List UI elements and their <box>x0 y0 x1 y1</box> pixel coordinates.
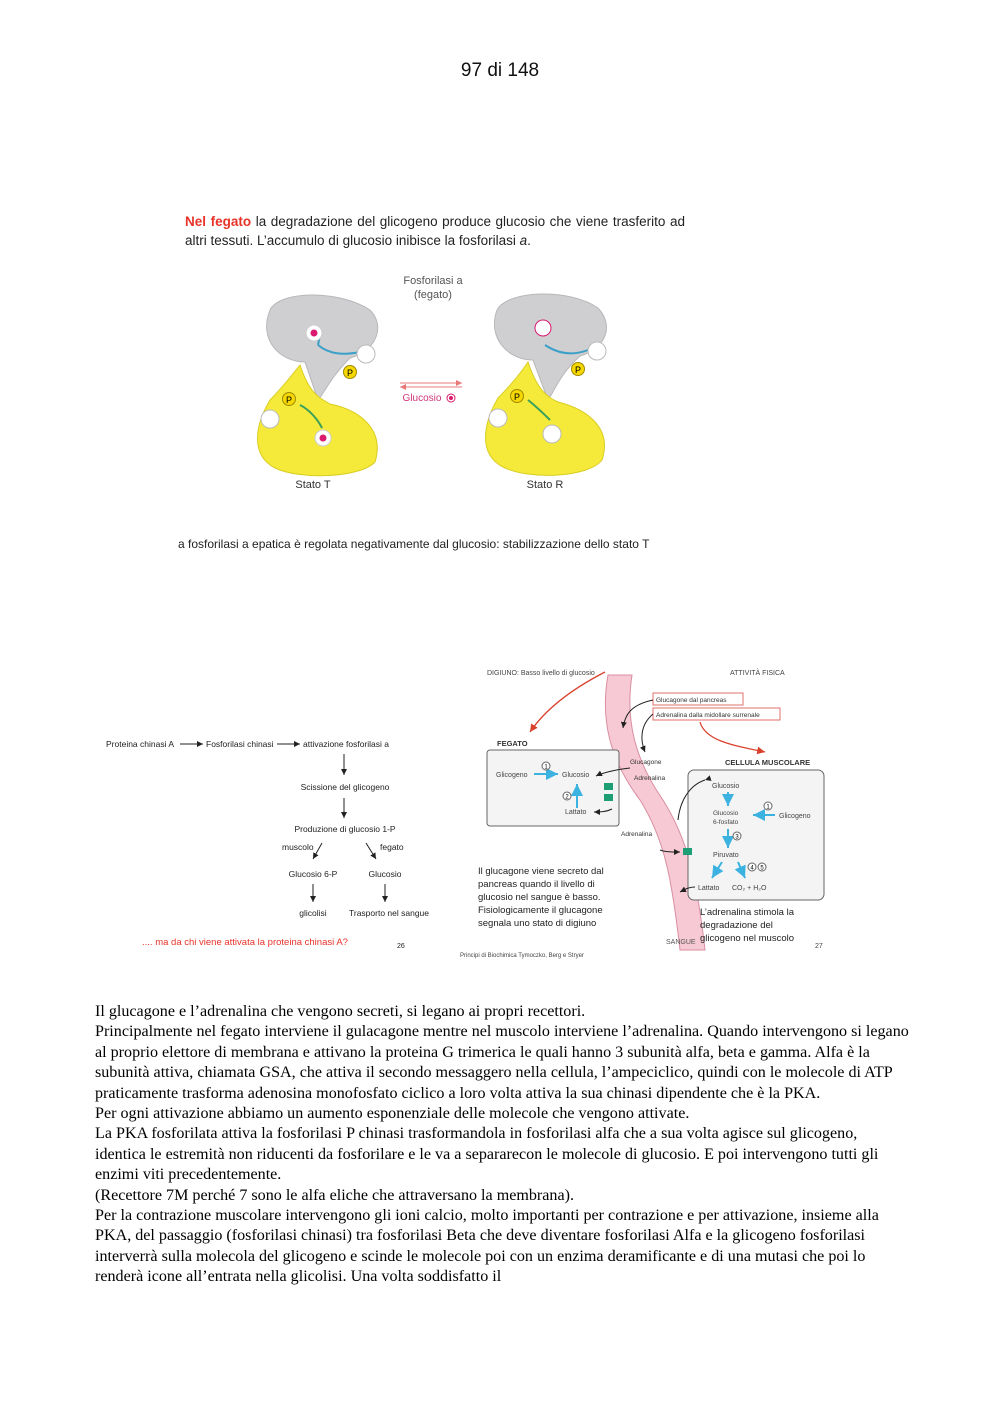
p-label-t1: P <box>346 368 354 378</box>
muscle-glucose: Glucosio <box>712 783 740 790</box>
state-r-enzyme <box>486 294 607 475</box>
liver-step-2: 2 <box>565 794 569 801</box>
body-paragraph: Per ogni attivazione abbiamo un aumento esponenziale delle molecole che vengono attivate. <box>95 1105 690 1123</box>
liver-label: FEGATO <box>497 739 528 748</box>
body-paragraph: Per la contrazione muscolare intervengono gli ioni calcio, molto importanti per contrazione e per attivazione, insieme alla PKA, del passaggio (fosforilasi chinasi) tra fosforilasi Beta che deve diventare fosforilasi Alfa e la glicogeno fosforilasi interverrà sulla molecola del glicogeno e scinde le molecole poi con un enzima deramificante e di una mutasi che poi lo renderà icone all’entrata nella glicolisi. Una volta soddisfatto il <box>95 1207 879 1286</box>
p-label-t2: P <box>285 395 293 405</box>
adrenaline-vessel: Adrenalina <box>634 775 666 782</box>
flow-slide-num: 26 <box>397 943 405 950</box>
flow-pka: Proteina chinasi A <box>106 739 175 749</box>
muscle-step-1: 1 <box>766 804 770 811</box>
muscle-step-3: 3 <box>735 834 739 841</box>
muscle-step-4: 4 <box>750 865 754 872</box>
liver-lactate: Lattato <box>565 809 587 816</box>
adrenaline-note-line-2: degradazione del <box>700 920 773 931</box>
flow-glycolysis: glicolisi <box>299 908 327 918</box>
body-paragraph: Principalmente nel fegato interviene il gulacagone mentre nel muscolo interviene l’adrenalina. Quando intervengono si legano al proprio elettore di membrana e attivano la proteina G trimerica le quali hanno 3 subunità alfa, beta e gamma. Alfa è la subunità attiva, chiamata GSA, che attiva il secondo messaggero nella cellula, l’ampeciclico, quindi con le molecole di ATP praticamente trasforma adenosina monofosfato ciclico a loro volta attiva la sua chinasi dipendente che è la PKA. <box>95 1023 909 1102</box>
adrenaline-note-line-3: glicogeno nel muscolo <box>700 933 795 944</box>
state-t-enzyme <box>258 295 378 476</box>
figure1-caption: a fosforilasi a epatica è regolata negativamente dal glucosio: stabilizzazione dello stato T <box>178 537 650 551</box>
state-t-label: Stato T <box>295 479 331 491</box>
adrenaline-vessel-2: Adrenalina <box>621 831 653 838</box>
intro-highlight: Nel fegato <box>185 214 252 229</box>
body-text <box>95 1002 910 1288</box>
muscle-cell-box <box>688 770 824 900</box>
body-paragraph: Il glucagone e l’adrenalina che vengono secreti, si legano ai propri recettori. <box>95 1003 586 1020</box>
muscle-pyruvate: Piruvato <box>713 852 739 859</box>
blood-label: SANGUE <box>666 939 696 946</box>
activation-flowchart <box>106 739 429 950</box>
glucagon-note-line-4: Fisiologicamente il glucagone <box>478 905 603 916</box>
phosphorylase-figure <box>150 205 710 565</box>
enzyme-label-2: (fegato) <box>414 289 452 301</box>
muscle-g6p-1: Glucosio <box>713 810 739 817</box>
adrenaline-note <box>700 907 795 944</box>
glucagon-note-line-3: glucosio nel sangue è basso. <box>478 892 601 903</box>
equilibrium-arrow <box>400 380 462 390</box>
glucagon-note-line-5: segnala uno stato di digiuno <box>478 918 597 929</box>
glycogen-regulation-figure <box>100 660 823 970</box>
adrenaline-note-line-1: L’adrenalina stimola la <box>700 907 795 918</box>
liver-glycogen: Glicogeno <box>496 772 528 779</box>
liver-step-1: 1 <box>544 764 548 771</box>
flow-production: Produzione di glucosio 1-P <box>294 824 396 834</box>
flow-liver: fegato <box>380 842 404 852</box>
body-paragraph: La PKA fosforilata attiva la fosforilasi P chinasi trasformandola in fosforilasi alfa che a sua volta agisce sul glicogeno, identica le estremità non riducenti da fosforilare e le va a separarecon le molecole di glucosio. E poi intervengono tutti gli enzimi viti precedentemente. <box>95 1125 879 1184</box>
arrow-label: Glucosio <box>402 393 442 404</box>
intro-italic: a <box>519 233 528 248</box>
flow-muscle: muscolo <box>282 842 314 852</box>
source-credit: Principi di Biochimica Tymoczko, Berg e Stryer <box>460 953 584 959</box>
adrenaline-source: Adrenalina dalla midollare surrenale <box>656 712 760 719</box>
p-label-r1: P <box>574 365 582 375</box>
page-number: 97 di 148 <box>460 60 540 81</box>
liver-box <box>487 750 619 826</box>
intro-text: la degradazione del glicogeno produce glucosio che viene trasferito ad altri tessuti. L’accumulo di glucosio inibisce la fosforilasi <box>185 214 685 248</box>
muscle-co2: CO₂ + H₂O <box>732 885 767 892</box>
muscle-glycogen: Glicogeno <box>779 813 811 820</box>
intro-end: . <box>527 233 531 248</box>
glucagon-note-line-2: pancreas quando il livello di <box>478 879 595 890</box>
muscle-g6p-2: 6-fosfato <box>713 819 739 826</box>
flow-g6p: Glucosio 6-P <box>288 869 338 879</box>
muscle-cell-label: CELLULA MUSCOLARE <box>725 758 811 767</box>
glucagon-note-line-1: Il glucagone viene secreto dal <box>478 866 604 877</box>
glucagon-vessel: Glucagone <box>630 759 662 766</box>
p-label-r2: P <box>513 392 521 402</box>
muscle-step-5: 5 <box>760 865 764 872</box>
state-r-label: Stato R <box>526 479 564 491</box>
activity-label: ATTIVITÀ FISICA <box>730 670 785 677</box>
flow-transport: Trasporto nel sangue <box>348 908 430 918</box>
flow-kinase: Fosforilasi chinasi <box>206 739 274 749</box>
flow-activation: attivazione fosforilasi a <box>303 739 389 749</box>
enzyme-label-1: Fosforilasi a <box>403 275 463 287</box>
diagram-slide-num: 27 <box>815 943 823 950</box>
flow-question: .... ma da chi viene attivata la proteina chinasi A? <box>142 937 348 948</box>
fasting-label: DIGIUNO: Basso livello di glucosio <box>487 670 595 677</box>
glucagon-source: Glucagone dal pancreas <box>656 697 727 704</box>
body-paragraph: (Recettore 7M perché 7 sono le alfa eliche che attraversano la membrana). <box>95 1186 575 1204</box>
liver-glucose: Glucosio <box>562 772 590 779</box>
flow-glucose: Glucosio <box>368 869 402 879</box>
glucagon-note <box>478 866 604 929</box>
muscle-lactate: Lattato <box>698 885 720 892</box>
flow-split: Scissione del glicogeno <box>300 782 390 792</box>
